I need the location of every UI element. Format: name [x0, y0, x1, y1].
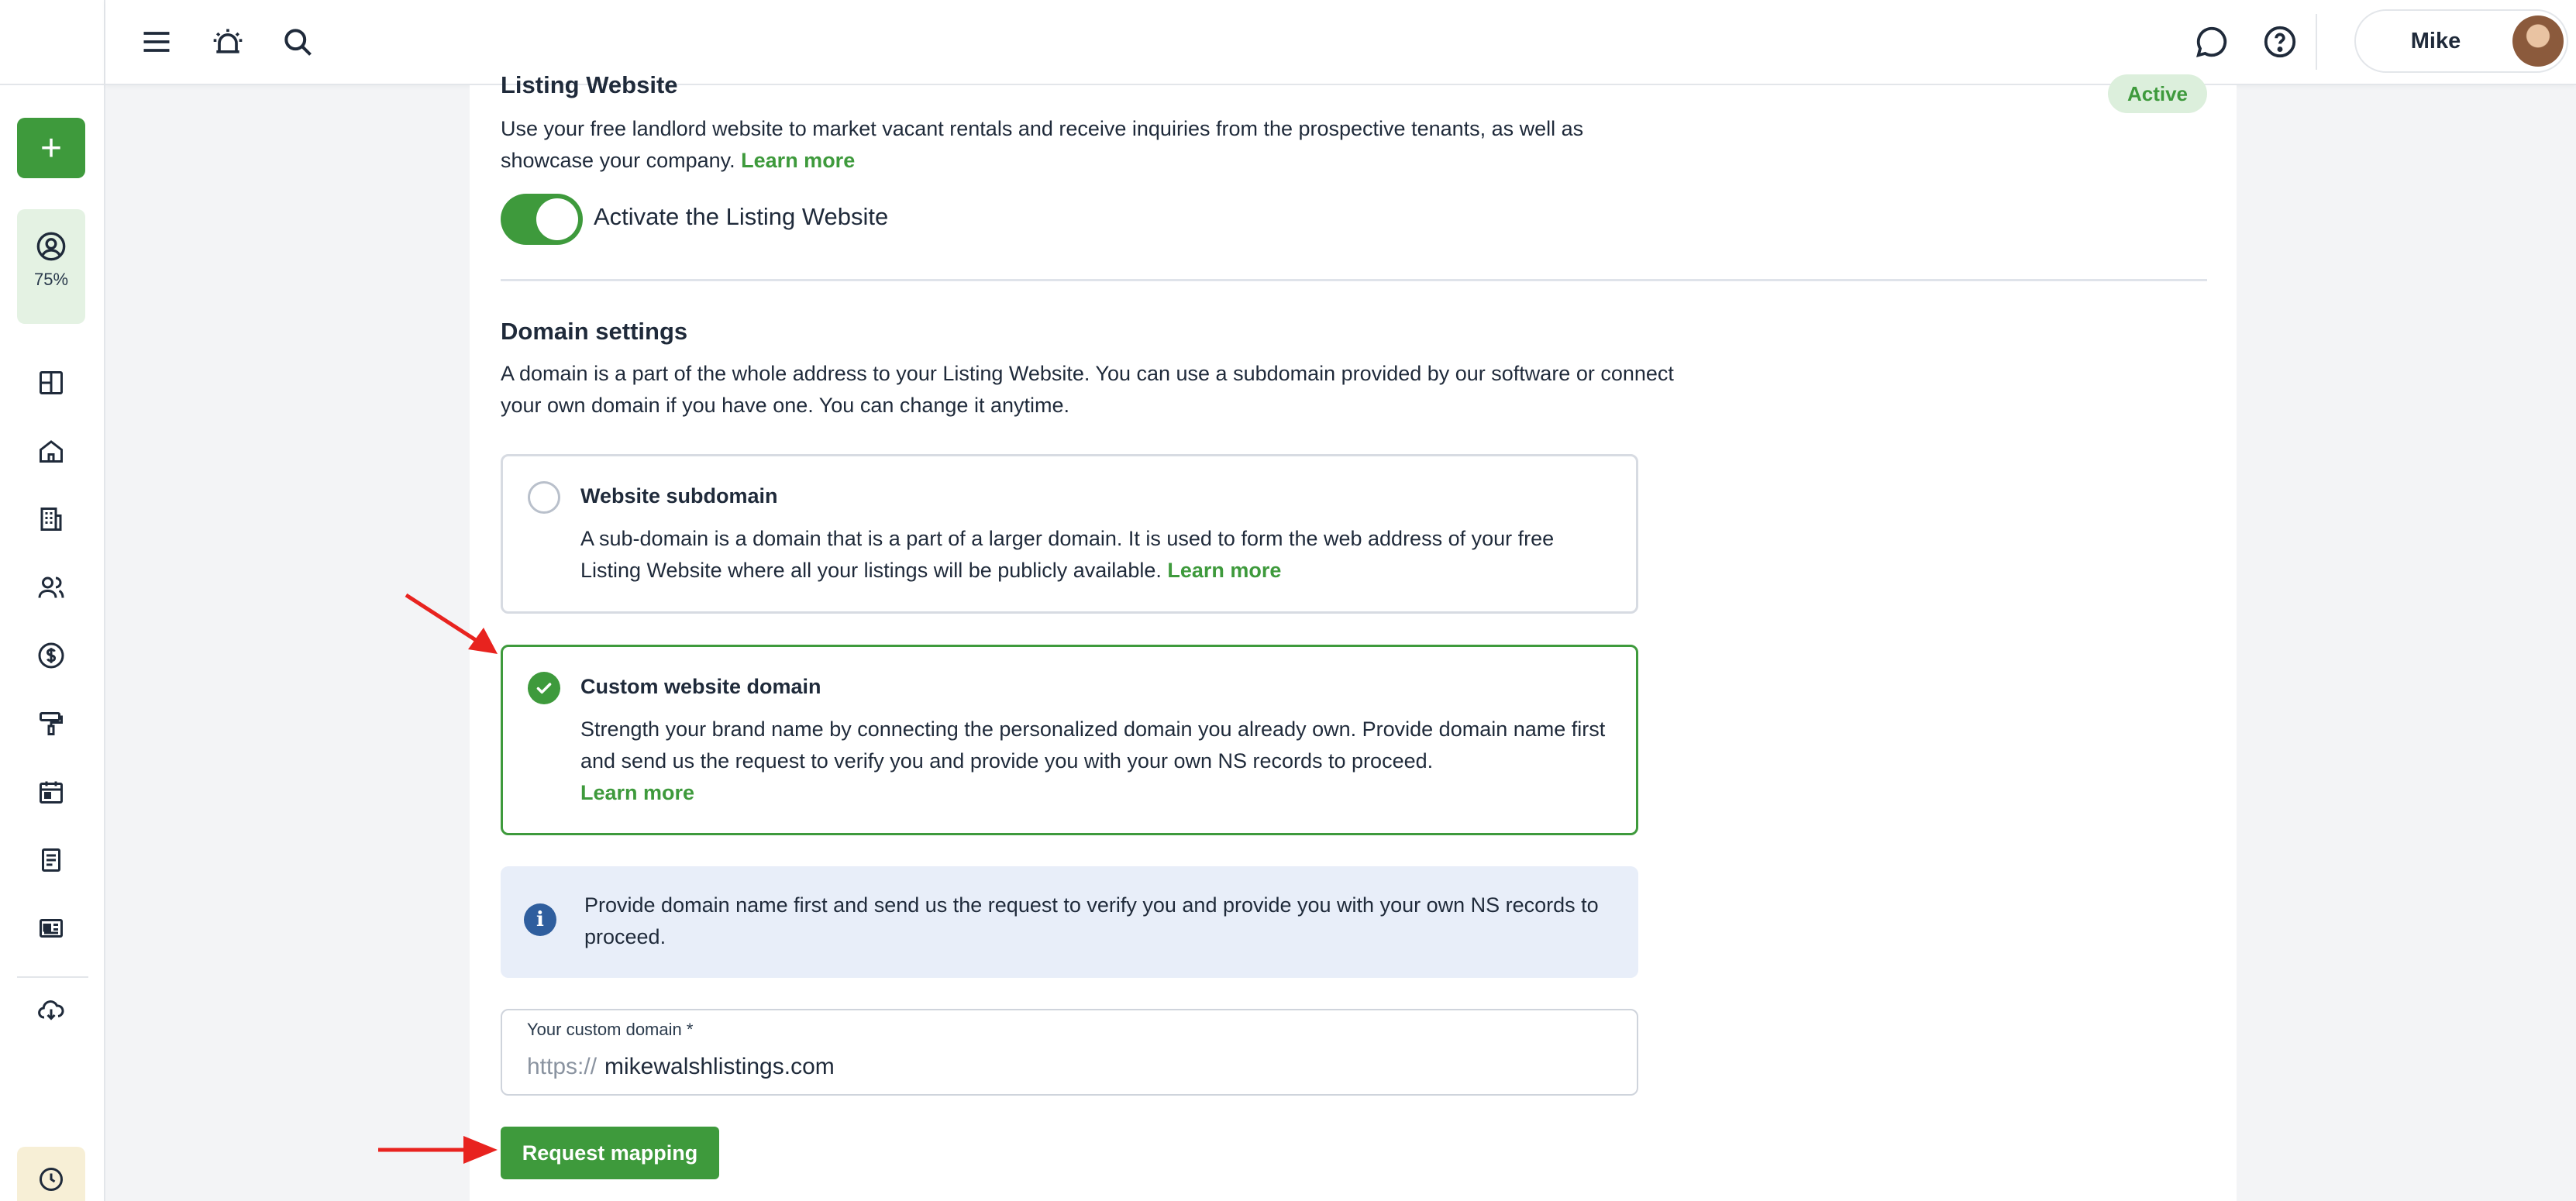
search-icon[interactable] [276, 20, 319, 64]
user-circle-icon [36, 231, 67, 262]
info-icon: i [524, 903, 556, 936]
help-icon[interactable] [2258, 20, 2302, 64]
listing-description: Use your free landlord website to market vacant rentals and receive inquiries from the prospective tenants, as well as showcase your company. Learn more [501, 117, 1584, 172]
check-icon [534, 678, 554, 698]
subdomain-learn-more-link[interactable]: Learn more [1167, 559, 1282, 582]
listing-learn-more-link[interactable]: Learn more [741, 149, 856, 172]
plus-icon: + [40, 127, 63, 169]
custom-domain-radio[interactable] [528, 672, 560, 704]
avatar [2512, 15, 2564, 67]
toggle-label: Activate the Listing Website [594, 203, 889, 230]
menu-icon[interactable] [135, 20, 178, 64]
dashboard-icon[interactable] [31, 363, 71, 403]
document-icon[interactable] [31, 840, 71, 880]
subdomain-description: A sub-domain is a domain that is a part of a larger domain. It is used to form the web address of your free Listing Website where all your listings will be publicly available. Learn more [580, 527, 1555, 582]
custom-domain-label: Your custom domain * [527, 1020, 694, 1039]
info-text: Provide domain name first and send us the request to verify you and provide you with your own NS records to proceed. [584, 893, 1599, 948]
custom-domain-description: Strength your brand name by connecting the personalized domain you already own. Provide domain name first and send us the request to verify you and provide you with your own NS records to proceed. Learn more [580, 718, 1606, 804]
paint-roller-icon[interactable] [31, 704, 71, 744]
cloud-download-icon[interactable] [31, 990, 71, 1031]
domain-settings-title: Domain settings [501, 318, 688, 345]
request-mapping-button[interactable]: Request mapping [501, 1127, 719, 1179]
custom-domain-field[interactable] [501, 1009, 1638, 1096]
people-icon[interactable] [31, 567, 71, 607]
custom-domain-option[interactable] [501, 645, 1638, 835]
top-bar [105, 0, 2576, 85]
user-menu[interactable] [2354, 9, 2568, 73]
top-bar-separator [2316, 14, 2317, 70]
listing-title: Listing Website [501, 71, 678, 98]
building-icon[interactable] [31, 499, 71, 539]
dollar-icon[interactable] [31, 635, 71, 676]
profile-progress-card[interactable] [17, 209, 85, 324]
clock-card[interactable] [17, 1147, 85, 1201]
chat-icon[interactable] [2190, 20, 2233, 64]
alarm-icon[interactable] [206, 20, 250, 64]
calendar-icon[interactable] [31, 772, 71, 812]
listing-website-card [470, 71, 2237, 1201]
annotation-arrow-custom-domain [403, 592, 499, 656]
id-card-icon[interactable] [31, 908, 71, 948]
annotation-arrow-request-mapping [377, 1133, 499, 1167]
section-divider [501, 279, 2207, 281]
activate-listing-toggle[interactable] [501, 194, 583, 245]
status-badge: Active [2108, 74, 2207, 113]
custom-domain-learn-more-link[interactable]: Learn more [580, 781, 695, 804]
url-prefix: https:// [527, 1054, 598, 1079]
subdomain-title: Website subdomain [580, 484, 778, 508]
subdomain-option[interactable] [501, 454, 1638, 614]
profile-progress-value: 75% [33, 270, 69, 289]
domain-description: A domain is a part of the whole address to your Listing Website. You can use a subdomain provided by our software or connect your own domain if you have one. You can change it anytime. [501, 362, 1674, 417]
sidebar-separator [17, 976, 88, 978]
home-icon[interactable] [31, 431, 71, 471]
info-banner [501, 866, 1638, 978]
custom-domain-title: Custom website domain [580, 675, 821, 698]
clock-icon [37, 1165, 65, 1193]
add-button[interactable] [17, 118, 85, 178]
custom-domain-input[interactable]: mikewalshlistings.com [604, 1054, 835, 1079]
sidebar-divider [0, 84, 105, 85]
user-name: Mike [2410, 28, 2461, 53]
toggle-knob [536, 198, 578, 240]
subdomain-radio[interactable] [528, 481, 560, 514]
sidebar [0, 0, 105, 1201]
